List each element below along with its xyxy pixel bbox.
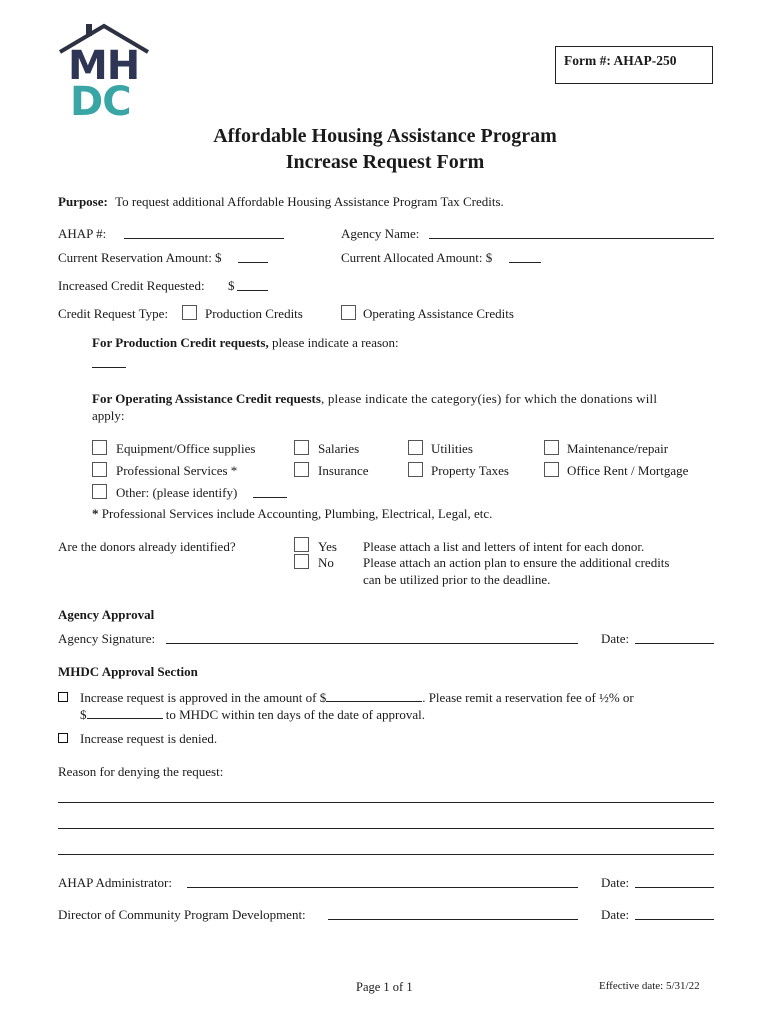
production-credits-checkbox[interactable] (182, 305, 197, 320)
other-label: Other: (please identify) (116, 485, 238, 500)
director-date-field[interactable] (635, 907, 714, 920)
purpose-label: Purpose: (58, 194, 108, 209)
utilities-checkbox[interactable] (408, 440, 423, 455)
other-checkbox[interactable] (92, 484, 107, 499)
production-credits-label: Production Credits (205, 306, 303, 321)
denial-reason-line-3[interactable] (58, 854, 714, 855)
salaries-label: Salaries (318, 441, 360, 456)
form-number-box (555, 46, 713, 84)
denied-checkbox[interactable] (58, 733, 68, 743)
approved-line-2 (80, 706, 425, 723)
ahap-admin-date-field[interactable] (635, 875, 714, 888)
operating-prompt-line-2: apply: (92, 408, 125, 423)
production-reason-prompt (92, 335, 399, 351)
professional-services-checkbox[interactable] (92, 462, 107, 477)
agency-name-field[interactable] (429, 226, 714, 239)
purpose-text: To request additional Affordable Housing Assistance Program Tax Credits. (115, 194, 504, 209)
agency-approval-heading: Agency Approval (58, 607, 155, 622)
footnote-text: Professional Services include Accounting, Plumbing, Electrical, Legal, etc. (98, 506, 493, 521)
professional-services-label: Professional Services * (116, 463, 238, 478)
ahap-admin-date-label: Date: (601, 875, 630, 890)
title-line-2: Increase Request Form (285, 151, 485, 173)
effective-date: Effective date: 5/31/22 (599, 980, 700, 992)
property-taxes-label: Property Taxes (431, 463, 509, 478)
denial-reason-line-1[interactable] (58, 802, 714, 803)
utilities-label: Utilities (431, 441, 473, 456)
equipment-checkbox[interactable] (92, 440, 107, 455)
donors-no-label: No (318, 555, 334, 570)
ahap-admin-label: AHAP Administrator: (58, 875, 172, 890)
approved-amount-field[interactable] (326, 689, 422, 702)
mhdc-logo (56, 22, 152, 126)
salaries-checkbox[interactable] (294, 440, 309, 455)
footnote (92, 506, 492, 522)
donors-question: Are the donors already identified? (58, 539, 236, 554)
donors-no-checkbox[interactable] (294, 554, 309, 569)
operating-prompt-bold: For Operating Assistance Credit requests (92, 391, 321, 406)
production-reason-field[interactable] (92, 355, 126, 368)
denial-reason-line-2[interactable] (58, 828, 714, 829)
logo-mh: MH (68, 43, 140, 89)
ahap-number-field[interactable] (124, 226, 284, 239)
approved-text-2a: $ (80, 707, 87, 722)
approved-text-2b: to MHDC within ten days of the date of approval. (162, 707, 425, 722)
director-date-label: Date: (601, 907, 630, 922)
agency-signature-label: Agency Signature: (58, 631, 156, 646)
equipment-label: Equipment/Office supplies (116, 441, 256, 456)
current-reservation-field[interactable] (238, 250, 268, 263)
agency-name-label: Agency Name: (341, 226, 420, 241)
logo-dc: DC (70, 79, 131, 125)
operating-credits-label: Operating Assistance Credits (363, 306, 514, 321)
donors-note-2: Please attach an action plan to ensure the additional credits (363, 555, 670, 570)
agency-date-field[interactable] (635, 631, 714, 644)
mhdc-approval-heading: MHDC Approval Section (58, 664, 198, 679)
title-line-1: Affordable Housing Assistance Program (213, 125, 557, 147)
page-number: Page 1 of 1 (356, 980, 413, 994)
production-reason-bold: For Production Credit requests, (92, 335, 269, 350)
office-rent-checkbox[interactable] (544, 462, 559, 477)
footnote-star: * (92, 506, 99, 521)
other-identify-field[interactable] (253, 485, 287, 498)
approved-text-1b: . Please remit a reservation fee of ½% or (422, 690, 634, 705)
operating-prompt-text: , please indicate the category(ies) for which the donations will (320, 391, 658, 406)
agency-date-label: Date: (601, 631, 630, 646)
form-number: Form #: AHAP-250 (564, 53, 677, 68)
operating-prompt-line-1 (92, 391, 657, 407)
current-allocated-label: Current Allocated Amount: $ (341, 250, 493, 265)
office-rent-label: Office Rent / Mortgage (567, 463, 689, 478)
production-reason-text: please indicate a reason: (268, 335, 399, 350)
current-allocated-field[interactable] (509, 250, 541, 263)
donors-note-3: can be utilized prior to the deadline. (363, 572, 551, 587)
approved-checkbox[interactable] (58, 692, 68, 702)
denial-reason-label: Reason for denying the request: (58, 764, 224, 779)
denied-label: Increase request is denied. (80, 731, 218, 746)
credit-type-label: Credit Request Type: (58, 306, 169, 321)
current-reservation-label: Current Reservation Amount: $ (58, 250, 222, 265)
increased-credit-dollar: $ (228, 278, 235, 293)
operating-credits-checkbox[interactable] (341, 305, 356, 320)
maintenance-label: Maintenance/repair (567, 441, 669, 456)
donors-yes-label: Yes (318, 539, 337, 554)
agency-signature-field[interactable] (166, 631, 578, 644)
purpose-row (58, 194, 504, 210)
insurance-label: Insurance (318, 463, 369, 478)
property-taxes-checkbox[interactable] (408, 462, 423, 477)
maintenance-checkbox[interactable] (544, 440, 559, 455)
ahap-admin-signature-field[interactable] (187, 875, 578, 888)
donors-yes-checkbox[interactable] (294, 537, 309, 552)
donors-note-1: Please attach a list and letters of intent for each donor. (363, 539, 645, 554)
approved-line-1 (80, 689, 634, 706)
director-label: Director of Community Program Development: (58, 907, 306, 922)
increased-credit-label: Increased Credit Requested: (58, 278, 205, 293)
ahap-number-label: AHAP #: (58, 226, 107, 241)
approved-text-1: Increase request is approved in the amount of $ (80, 690, 327, 705)
reservation-fee-field[interactable] (87, 706, 163, 719)
increased-credit-field[interactable] (237, 278, 268, 291)
insurance-checkbox[interactable] (294, 462, 309, 477)
director-signature-field[interactable] (328, 907, 578, 920)
